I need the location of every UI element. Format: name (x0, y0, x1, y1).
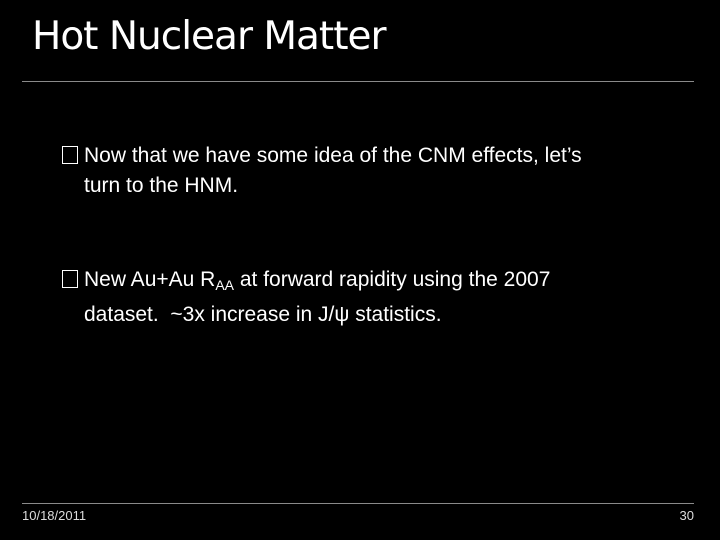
bullet-text-line1: Now that we have some idea of the CNM effects, let’s (84, 144, 582, 167)
bullet-box-icon (62, 146, 78, 164)
footer-date: 10/18/2011 (22, 508, 87, 523)
raa-subscript: AA (215, 277, 235, 293)
bullet-text-pre: New Au+Au R (84, 268, 216, 291)
bullet-text-line1 (84, 265, 550, 300)
title-divider (22, 81, 694, 82)
page-number: 30 (679, 508, 694, 523)
slide-title: Hot Nuclear Matter (32, 14, 386, 59)
bullet-text-post: at forward rapidity using the 2007 (234, 268, 551, 291)
bullet-text-line2: turn to the HNM. (84, 174, 239, 197)
bullet-item (62, 141, 662, 201)
bullet-box-icon (62, 270, 78, 288)
bullet-item (62, 265, 662, 330)
footer-divider (22, 503, 694, 504)
bullet-text-line2: dataset. ~3x increase in J/ψ statistics. (84, 303, 442, 326)
